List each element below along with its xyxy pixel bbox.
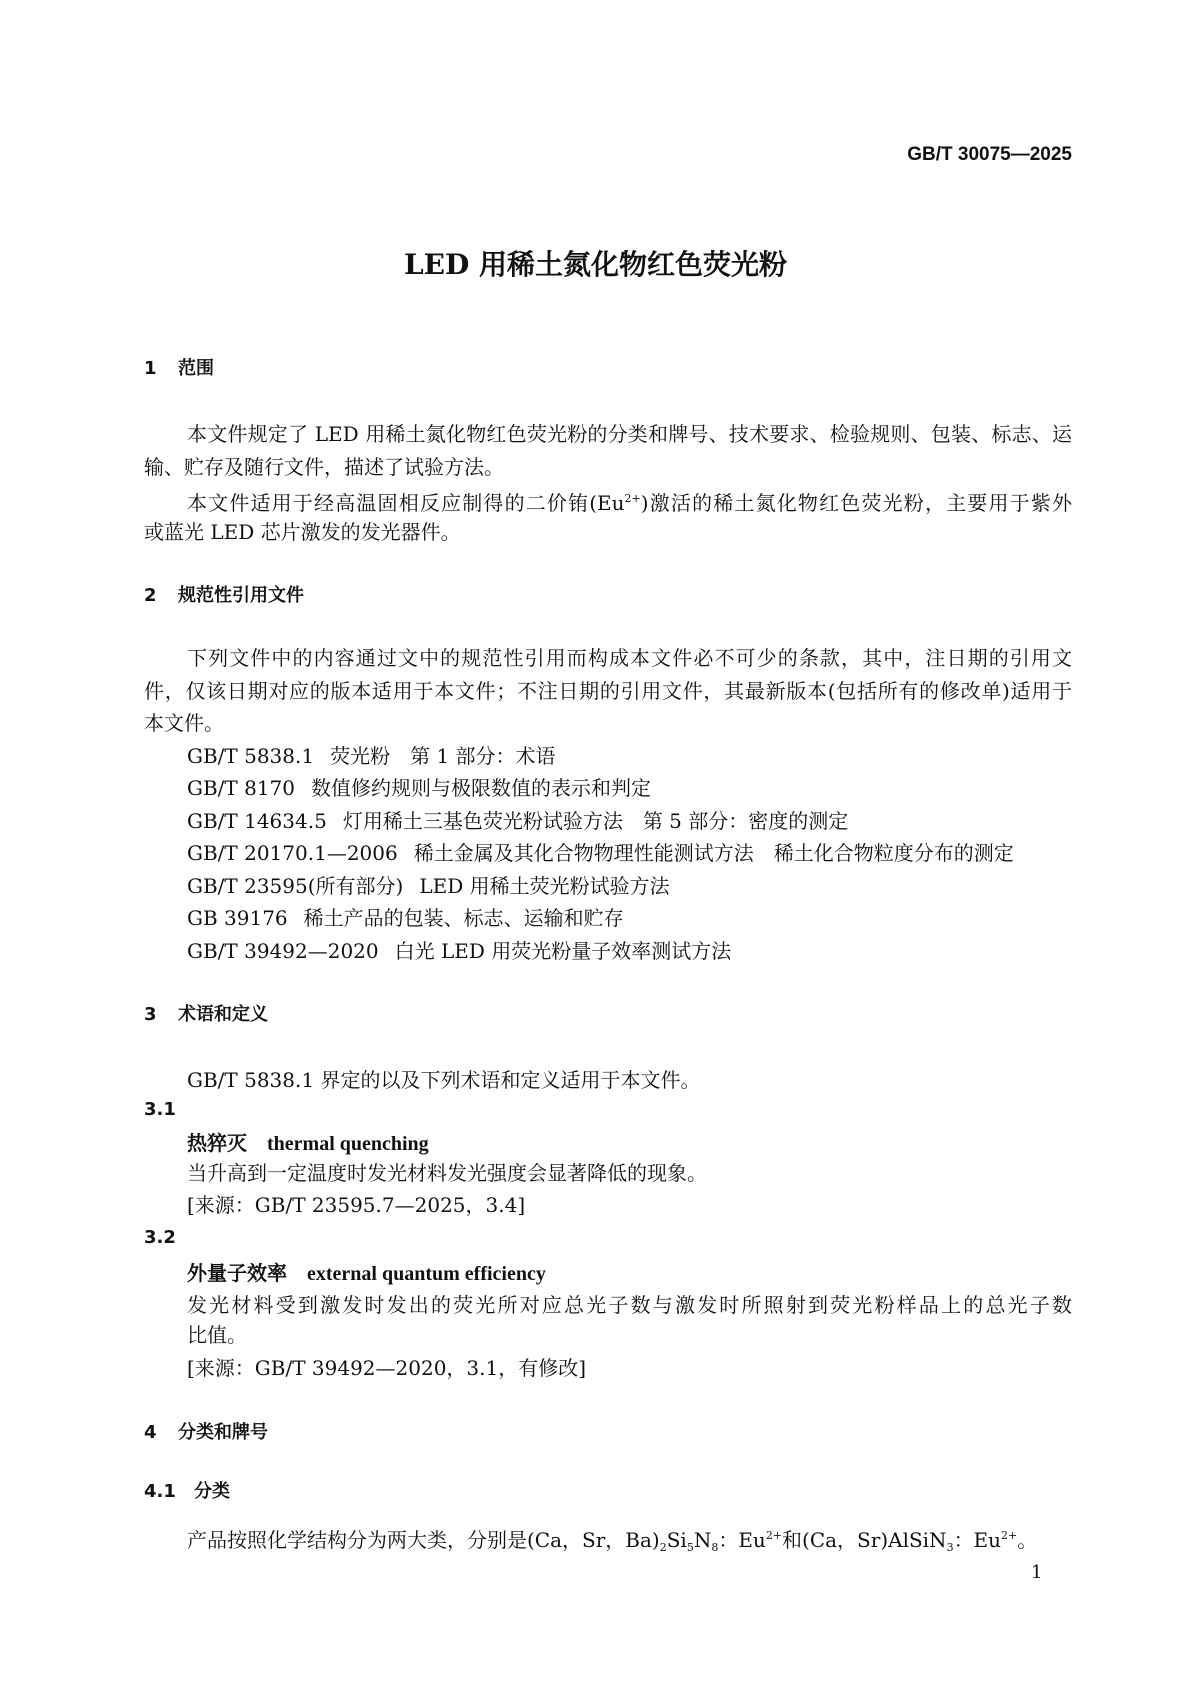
- reference-title: 荧光粉 第 1 部分：术语: [330, 744, 556, 768]
- term-definition: 比值。: [187, 1323, 247, 1347]
- paragraph-line: 输、贮存及随行文件，描述了试验方法。: [144, 455, 504, 479]
- reference-item: [187, 776, 651, 800]
- term-source: [来源：GB/T 39492—2020，3.1，有修改]: [187, 1356, 587, 1380]
- subscript: 2: [659, 1541, 667, 1554]
- paragraph-line: 本文件。: [144, 711, 224, 735]
- section-title: 术语和定义: [178, 1004, 268, 1025]
- subscript: 5: [686, 1541, 694, 1554]
- section-number: 4.1: [144, 1481, 176, 1502]
- section-number: 1: [144, 358, 157, 379]
- section-title: 范围: [178, 358, 214, 379]
- section-4-1-heading: [144, 1480, 230, 1504]
- reference-code: GB/T 23595(所有部分): [187, 874, 404, 898]
- section-title: 分类: [194, 1481, 230, 1502]
- paragraph-line: [187, 487, 1072, 515]
- text: Si: [666, 1528, 687, 1552]
- document-title: LED 用稀土氮化物红色荧光粉: [403, 248, 788, 281]
- text: )激活的稀土氮化物红色荧光粉，主要用于紫外: [640, 491, 1072, 515]
- paragraph-line: 件，仅该日期对应的版本适用于本文件；不注日期的引用文件，其最新版本(包括所有的修改单)适用于: [144, 679, 1072, 703]
- reference-code: GB/T 14634.5: [187, 809, 327, 833]
- term-number: 3.2: [144, 1227, 176, 1248]
- superscript: 2+: [765, 1529, 783, 1542]
- subscript: 8: [711, 1541, 719, 1554]
- term-number: 3.1: [144, 1099, 176, 1120]
- section-1-heading: [144, 357, 214, 381]
- term-heading: [187, 1261, 546, 1286]
- section-number: 3: [144, 1004, 157, 1025]
- reference-item: [187, 874, 670, 898]
- section-2-heading: [144, 584, 304, 608]
- term-chinese: 外量子效率: [187, 1261, 287, 1285]
- term-definition: 当升高到一定温度时发光材料发光强度会显著降低的现象。: [187, 1161, 707, 1185]
- superscript: 2+: [1001, 1529, 1018, 1542]
- reference-code: GB 39176: [187, 906, 288, 930]
- text: ：Eu: [718, 1528, 766, 1552]
- reference-title: 稀土产品的包装、标志、运输和贮存: [303, 906, 624, 930]
- reference-item: [187, 809, 848, 833]
- text: 产品按照化学结构分为两大类，分别是(Ca，Sr，Ba): [187, 1528, 660, 1552]
- page-number: 1: [1031, 1562, 1043, 1583]
- term-definition: 发光材料受到激发时发出的荧光所对应总光子数与激发时所照射到荧光粉样品上的总光子数: [187, 1293, 1072, 1317]
- section-number: 2: [144, 585, 157, 606]
- text: 和(Ca，Sr)AlSiN: [782, 1528, 947, 1552]
- section-title: 分类和牌号: [178, 1422, 268, 1443]
- reference-code: GB/T 20170.1—2006: [187, 841, 398, 865]
- reference-item: [187, 841, 1014, 865]
- text: N: [693, 1528, 712, 1552]
- reference-item: [187, 744, 556, 768]
- reference-title: 灯用稀土三基色荧光粉试验方法 第 5 部分：密度的测定: [342, 809, 849, 833]
- paragraph-line: GB/T 5838.1 界定的以及下列术语和定义适用于本文件。: [187, 1068, 701, 1092]
- superscript: 2+: [624, 492, 641, 505]
- term-chinese: 热猝灭: [187, 1131, 247, 1155]
- text: 本文件适用于经高温固相反应制得的二价铕(Eu: [187, 491, 625, 515]
- term-source: [来源：GB/T 23595.7—2025，3.4]: [187, 1193, 526, 1217]
- reference-title: 白光 LED 用荧光粉量子效率测试方法: [394, 939, 732, 963]
- paragraph-line: 下列文件中的内容通过文中的规范性引用而构成本文件必不可少的条款，其中，注日期的引用文: [187, 646, 1072, 670]
- paragraph-line: 或蓝光 LED 芯片激发的发光器件。: [144, 520, 461, 544]
- subscript: 3: [946, 1541, 954, 1554]
- reference-item: [187, 906, 624, 930]
- section-4-heading: [144, 1421, 268, 1445]
- text: 。: [1017, 1528, 1038, 1552]
- reference-code: GB/T 8170: [187, 776, 296, 800]
- section-number: 4: [144, 1422, 157, 1443]
- reference-title: LED 用稀土荧光粉试验方法: [419, 874, 670, 898]
- paragraph-line: [187, 1524, 1037, 1560]
- term-heading: [187, 1131, 429, 1156]
- reference-item: [187, 939, 731, 963]
- reference-code: GB/T 5838.1: [187, 744, 315, 768]
- term-english: thermal quenching: [267, 1133, 429, 1155]
- reference-code: GB/T 39492—2020: [187, 939, 379, 963]
- section-3-heading: [144, 1003, 268, 1027]
- section-title: 规范性引用文件: [178, 585, 304, 606]
- paragraph-line: 本文件规定了 LED 用稀土氮化物红色荧光粉的分类和牌号、技术要求、检验规则、包装、标志、运: [187, 422, 1072, 446]
- standard-number: GB/T 30075—2025: [907, 144, 1072, 165]
- reference-title: 稀土金属及其化合物物理性能测试方法 稀土化合物粒度分布的测定: [413, 841, 1014, 865]
- text: ：Eu: [953, 1528, 1002, 1552]
- term-english: external quantum efficiency: [307, 1263, 546, 1285]
- reference-title: 数值修约规则与极限数值的表示和判定: [311, 776, 652, 800]
